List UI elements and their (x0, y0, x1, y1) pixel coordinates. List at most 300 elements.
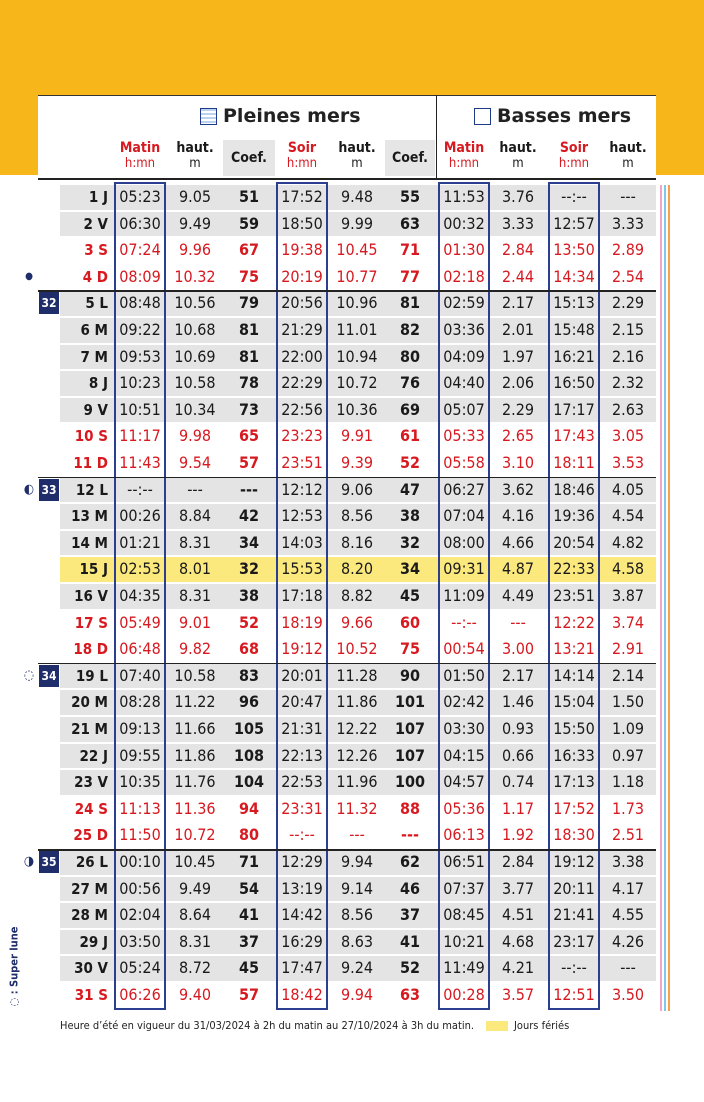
cell-s1: 21:29 (281, 320, 323, 339)
pleines-mers-title (200, 102, 361, 130)
holiday-legend-label: Jours fériés (514, 1019, 570, 1032)
table-row (0, 477, 704, 504)
cell-bs: 19:36 (553, 506, 595, 526)
cell-m1: 03:50 (119, 931, 161, 951)
cell-m1: 10:23 (119, 373, 161, 393)
cell-m1: 06:26 (119, 985, 161, 1004)
table-row (0, 530, 704, 557)
cell-c1: 81 (238, 320, 260, 339)
cell-bh1: 2.84 (501, 852, 535, 871)
col-head-basse-soir-label: Soir (559, 140, 589, 156)
cell-bh1: 3.57 (501, 985, 535, 1004)
cell-s1: 20:56 (281, 293, 323, 313)
cell-bh2: 1.73 (611, 798, 645, 818)
day-label: 22 J (79, 746, 108, 765)
day-label: 24 S (74, 799, 108, 818)
cell-h2: 10.45 (336, 240, 378, 260)
header-top-rule (38, 95, 656, 96)
table-row (0, 610, 704, 637)
cell-h2: 10.96 (336, 293, 378, 313)
cell-h2: 10.94 (336, 346, 378, 366)
cell-bm: 04:09 (443, 346, 485, 366)
cell-m1: 05:24 (119, 958, 161, 978)
cell-bh2: 4.17 (611, 878, 645, 898)
cell-bs: 12:57 (553, 213, 595, 233)
cell-m1: 06:30 (119, 213, 161, 233)
cell-c1: 41 (238, 905, 260, 925)
cell-bs: 23:51 (553, 586, 595, 605)
cell-c2: 100 (394, 772, 426, 792)
cell-c2: 80 (399, 346, 421, 366)
cell-c2: 90 (399, 665, 421, 685)
cell-bs: 12:22 (553, 612, 595, 632)
cell-bm: --:-- (451, 612, 477, 632)
cell-bs: 21:41 (553, 905, 595, 925)
week-separator (38, 290, 656, 292)
cell-c1: 54 (238, 878, 260, 898)
table-row (0, 556, 704, 583)
cell-c2: 75 (399, 639, 421, 659)
day-label: 14 M (71, 533, 108, 552)
day-label: 28 M (71, 906, 108, 925)
cell-h1: 9.40 (178, 985, 212, 1004)
table-row (0, 211, 704, 238)
cell-bh1: 4.21 (501, 958, 535, 978)
table-row (0, 982, 704, 1009)
cell-c2: 107 (394, 745, 426, 765)
cell-bm: 08:45 (443, 905, 485, 925)
table-row (0, 370, 704, 397)
col-head-coef1: Coef. (223, 140, 275, 176)
cell-h2: 9.06 (340, 479, 374, 499)
table-row (0, 902, 704, 929)
day-label: 3 S (84, 241, 108, 260)
cell-bh1: 4.66 (501, 532, 535, 552)
cell-h1: --- (187, 479, 203, 499)
day-label: 18 D (73, 640, 108, 659)
week-separator (38, 477, 656, 479)
cell-s1: 14:03 (281, 532, 323, 552)
cell-bs: 14:34 (553, 266, 595, 286)
cell-bh2: 1.18 (611, 772, 645, 792)
col-head-basse-haut2 (602, 140, 654, 176)
cell-m1: 11:50 (119, 825, 161, 845)
day-label: 10 S (74, 427, 108, 446)
cell-h2: 8.63 (340, 931, 374, 951)
cell-c1: 71 (238, 852, 260, 871)
day-label: 31 S (74, 986, 108, 1004)
cell-h1: 9.49 (178, 878, 212, 898)
cell-h2: 10.72 (336, 373, 378, 393)
table-row (0, 397, 704, 424)
week-separator (38, 849, 656, 851)
cell-bs: 16:33 (553, 745, 595, 765)
cell-m1: --:-- (127, 479, 153, 499)
cell-bh1: 0.66 (501, 745, 535, 765)
cell-bh1: 1.46 (501, 692, 535, 712)
cell-c1: 81 (238, 346, 260, 366)
cell-bh2: --- (620, 958, 636, 978)
table-row (0, 849, 704, 876)
cell-bm: 01:30 (443, 240, 485, 260)
cell-c2: 52 (399, 453, 421, 472)
cell-bs: 18:30 (553, 825, 595, 845)
cell-c2: 63 (399, 985, 421, 1004)
cell-bm: 04:15 (443, 745, 485, 765)
cell-bh1: 2.06 (501, 373, 535, 393)
week-number-badge: 34 (39, 665, 59, 687)
cell-bh2: 4.26 (611, 931, 645, 951)
table-row (0, 796, 704, 823)
cell-bh1: 3.62 (501, 479, 535, 499)
col-head-basse-soir (548, 140, 600, 176)
cell-bh2: 1.09 (611, 719, 645, 738)
cell-bm: 02:18 (443, 266, 485, 286)
cell-c1: 51 (238, 187, 260, 206)
cell-h1: 10.68 (174, 320, 216, 339)
cell-h2: 10.36 (336, 399, 378, 419)
cell-bs: 17:52 (553, 798, 595, 818)
cell-bm: 02:59 (443, 293, 485, 313)
cell-h1: 11.76 (174, 772, 216, 792)
cell-c1: 104 (233, 772, 265, 792)
cell-bh2: 4.54 (611, 506, 645, 526)
cell-bh1: 3.77 (501, 878, 535, 898)
table-row (0, 583, 704, 610)
cell-c1: 34 (238, 532, 260, 552)
high-tide-legend-icon (200, 108, 217, 125)
cell-h1: 9.49 (178, 213, 212, 233)
cell-bm: 00:32 (443, 213, 485, 233)
cell-bm: 11:49 (443, 958, 485, 978)
cell-c1: 68 (238, 639, 260, 659)
cell-c1: 37 (238, 931, 260, 951)
week-number-badge: 32 (39, 292, 59, 314)
cell-h2: 11.28 (336, 665, 378, 685)
cell-h1: 8.31 (178, 532, 212, 552)
cell-bm: 00:54 (443, 639, 485, 659)
cell-s1: 22:56 (281, 399, 323, 419)
super-moon-note-label: : Super lune (7, 926, 21, 995)
cell-h1: 9.05 (178, 187, 212, 206)
cell-h1: 10.32 (174, 266, 216, 286)
table-row (0, 503, 704, 530)
cell-bm: 07:37 (443, 878, 485, 898)
cell-h1: 9.96 (178, 240, 212, 260)
cell-bh1: 2.17 (501, 665, 535, 685)
cell-c1: 80 (238, 825, 260, 845)
table-row (0, 264, 704, 291)
cell-bh2: 4.82 (611, 532, 645, 552)
cell-bh1: 0.93 (501, 719, 535, 738)
cell-m1: 02:04 (119, 905, 161, 925)
cell-c2: 107 (394, 719, 426, 738)
cell-m1: 05:23 (119, 187, 161, 206)
cell-m1: 00:10 (119, 852, 161, 871)
cell-c1: 45 (238, 958, 260, 978)
table-row (0, 955, 704, 982)
table-row (0, 716, 704, 743)
cell-bh1: 1.92 (501, 825, 535, 845)
cell-h2: 11.96 (336, 772, 378, 792)
cell-bm: 04:40 (443, 373, 485, 393)
col-head-basse-haut2-label: haut. (609, 140, 647, 156)
day-label: 9 V (83, 400, 108, 419)
cell-h1: 11.22 (174, 692, 216, 712)
cell-m1: 02:53 (119, 559, 161, 579)
cell-h1: 9.01 (178, 612, 212, 632)
cell-c2: 62 (399, 852, 421, 871)
col-head-soir-unit: h:mn (286, 156, 318, 171)
col-head-haut1-label: haut. (176, 140, 214, 156)
cell-h1: 10.69 (174, 346, 216, 366)
day-label: 19 L (75, 666, 108, 685)
cell-bs: 20:11 (553, 878, 595, 898)
cell-h1: 10.58 (174, 373, 216, 393)
cell-c2: 32 (399, 532, 421, 552)
day-label: 7 M (80, 347, 108, 366)
cell-h2: 9.24 (340, 958, 374, 978)
cell-c1: 32 (238, 559, 260, 579)
cell-bm: 06:13 (443, 825, 485, 845)
day-label: 16 V (74, 587, 108, 605)
cell-h2: 8.56 (340, 506, 374, 526)
table-row (0, 450, 704, 477)
cell-bh2: 2.32 (611, 373, 645, 393)
cell-s1: 20:19 (281, 266, 323, 286)
col-head-basse-haut1-label: haut. (499, 140, 537, 156)
cell-h1: 10.45 (174, 852, 216, 871)
table-row (0, 423, 704, 450)
cell-bm: 08:00 (443, 532, 485, 552)
cell-bs: 17:17 (553, 399, 595, 419)
decor-stripe-orange (668, 185, 670, 1011)
cell-c2: 88 (399, 798, 421, 818)
cell-bh1: 3.10 (501, 453, 535, 472)
cell-bm: 11:09 (443, 586, 485, 605)
col-head-soir-label: Soir (287, 140, 317, 156)
day-label: 1 J (88, 188, 108, 206)
cell-h2: 11.86 (336, 692, 378, 712)
cell-bh2: 2.29 (611, 293, 645, 313)
cell-c1: 94 (238, 798, 260, 818)
table-row (0, 929, 704, 956)
cell-m1: 08:09 (119, 266, 161, 286)
cell-s1: 19:38 (281, 240, 323, 260)
cell-s1: 23:31 (281, 798, 323, 818)
col-head-basse-matin-unit: h:mn (448, 156, 480, 171)
cell-h2: 9.94 (340, 852, 374, 871)
cell-c2: 60 (399, 612, 421, 632)
cell-h1: 11.86 (174, 745, 216, 765)
cell-m1: 04:35 (119, 586, 161, 605)
cell-s1: 19:12 (281, 639, 323, 659)
cell-bh1: 4.51 (501, 905, 535, 925)
cell-bh1: 2.65 (501, 426, 535, 446)
cell-m1: 11:17 (119, 426, 161, 446)
cell-h1: 11.36 (174, 798, 216, 818)
cell-bm: 02:42 (443, 692, 485, 712)
table-row (0, 689, 704, 716)
cell-bm: 11:53 (443, 187, 485, 206)
cell-bh2: 3.38 (611, 852, 645, 871)
cell-s1: 12:29 (281, 852, 323, 871)
cell-m1: 09:22 (119, 320, 161, 339)
cell-h2: 12.26 (336, 745, 378, 765)
cell-bh2: 2.15 (611, 320, 645, 339)
cell-h1: 8.84 (178, 506, 212, 526)
cell-c1: 79 (238, 293, 260, 313)
cell-bh1: 1.97 (501, 346, 535, 366)
cell-c2: 77 (399, 266, 421, 286)
cell-c2: 101 (394, 692, 426, 712)
cell-bh2: 3.53 (611, 453, 645, 472)
day-label: 2 V (83, 214, 108, 233)
cell-bm: 05:33 (443, 426, 485, 446)
cell-bh2: 3.33 (611, 213, 645, 233)
col-head-haut1 (168, 140, 222, 176)
col-head-basse-soir-unit: h:mn (558, 156, 590, 171)
cell-h2: 12.22 (336, 719, 378, 738)
cell-c2: 82 (399, 320, 421, 339)
super-moon-note-icon: ◌ (7, 997, 21, 1007)
cell-bh1: 2.17 (501, 293, 535, 313)
col-head-basse-matin-label: Matin (443, 140, 485, 156)
cell-m1: 10:35 (119, 772, 161, 792)
day-label: 20 M (71, 693, 108, 712)
cell-bm: 01:50 (443, 665, 485, 685)
day-label: 26 L (75, 853, 108, 871)
day-label: 12 L (75, 480, 108, 499)
col-head-haut2-unit: m (351, 156, 363, 171)
cell-h2: --- (349, 825, 365, 845)
cell-c1: 78 (238, 373, 260, 393)
basses-mers-label: Basses mers (497, 105, 632, 127)
cell-bh2: 4.55 (611, 905, 645, 925)
cell-bh1: 4.87 (501, 559, 535, 579)
cell-h1: 11.66 (174, 719, 216, 738)
cell-h2: 9.94 (340, 985, 374, 1004)
day-label: 23 V (74, 773, 108, 792)
cell-m1: 07:24 (119, 240, 161, 260)
cell-bm: 10:21 (443, 931, 485, 951)
table-row (0, 636, 704, 663)
cell-h2: 8.56 (340, 905, 374, 925)
cell-bs: 17:13 (553, 772, 595, 792)
cell-c2: 45 (399, 586, 421, 605)
cell-h2: 9.14 (340, 878, 374, 898)
col-head-basse-haut2-unit: m (622, 156, 634, 171)
col-head-haut1-unit: m (189, 156, 201, 171)
cell-h2: 11.32 (336, 798, 378, 818)
cell-bs: 23:17 (553, 931, 595, 951)
col-head-matin-unit: h:mn (124, 156, 156, 171)
cell-s1: 21:31 (281, 719, 323, 738)
cell-s1: 18:19 (281, 612, 323, 632)
cell-s1: 23:51 (281, 453, 323, 472)
table-row (0, 876, 704, 903)
cell-h1: 8.01 (178, 559, 212, 579)
cell-bh2: 1.50 (611, 692, 645, 712)
week-separator (38, 663, 656, 665)
cell-bs: 20:54 (553, 532, 595, 552)
cell-bh1: 3.33 (501, 213, 535, 233)
cell-m1: 00:26 (119, 506, 161, 526)
cell-h2: 9.99 (340, 213, 374, 233)
cell-m1: 09:53 (119, 346, 161, 366)
cell-h2: 8.20 (340, 559, 374, 579)
col-head-matin (114, 140, 166, 176)
cell-s1: 20:47 (281, 692, 323, 712)
cell-h2: 10.52 (336, 639, 378, 659)
col-head-soir (276, 140, 328, 176)
cell-c1: 108 (233, 745, 265, 765)
cell-bh2: 4.05 (611, 479, 645, 499)
cell-h1: 10.56 (174, 293, 216, 313)
day-label: 21 M (71, 720, 108, 738)
table-row (0, 290, 704, 317)
cell-bs: 19:12 (553, 852, 595, 871)
cell-c1: 105 (233, 719, 265, 738)
col-head-coef2: Coef. (385, 140, 435, 176)
cell-bm: 05:36 (443, 798, 485, 818)
cell-bh2: 2.89 (611, 240, 645, 260)
cell-s1: 18:42 (281, 985, 323, 1004)
cell-c2: 55 (399, 187, 421, 206)
cell-bh1: 2.84 (501, 240, 535, 260)
basses-mers-title (474, 102, 631, 130)
day-label: 29 J (79, 932, 108, 951)
cell-c1: 83 (238, 665, 260, 685)
cell-c2: 71 (399, 240, 421, 260)
super-moon-icon: ◌ (23, 667, 35, 683)
cell-bs: 15:48 (553, 320, 595, 339)
day-label: 30 V (74, 959, 108, 978)
cell-s1: 17:47 (281, 958, 323, 978)
cell-m1: 11:13 (119, 798, 161, 818)
cell-c1: 52 (238, 612, 260, 632)
cell-bm: 05:58 (443, 453, 485, 472)
cell-bm: 00:28 (443, 985, 485, 1004)
cell-bm: 06:51 (443, 852, 485, 871)
cell-bh2: 2.51 (611, 825, 645, 845)
cell-bm: 04:57 (443, 772, 485, 792)
cell-m1: 09:55 (119, 745, 161, 765)
cell-bh1: 1.17 (501, 798, 535, 818)
day-label: 6 M (80, 321, 108, 339)
cell-h1: 8.31 (178, 931, 212, 951)
cell-bh2: 0.97 (611, 745, 645, 765)
table-row (0, 822, 704, 849)
low-tide-legend-icon (474, 108, 491, 125)
col-head-basse-haut1-unit: m (512, 156, 524, 171)
cell-s1: 12:53 (281, 506, 323, 526)
cell-bh1: 4.16 (501, 506, 535, 526)
cell-c1: 59 (238, 213, 260, 233)
cell-bh1: 0.74 (501, 772, 535, 792)
day-label: 25 D (73, 826, 108, 845)
cell-bh2: 2.63 (611, 399, 645, 419)
table-row (0, 663, 704, 690)
cell-bm: 07:04 (443, 506, 485, 526)
cell-c1: 73 (238, 399, 260, 419)
footer-note: Heure d’été en vigueur du 31/03/2024 à 2h du matin au 27/10/2024 à 3h du matin. (60, 1019, 474, 1032)
cell-bh1: 3.00 (501, 639, 535, 659)
header-section-divider (436, 95, 437, 180)
cell-bs: 18:46 (553, 479, 595, 499)
cell-h1: 9.54 (178, 453, 212, 472)
cell-bh2: 2.91 (611, 639, 645, 659)
